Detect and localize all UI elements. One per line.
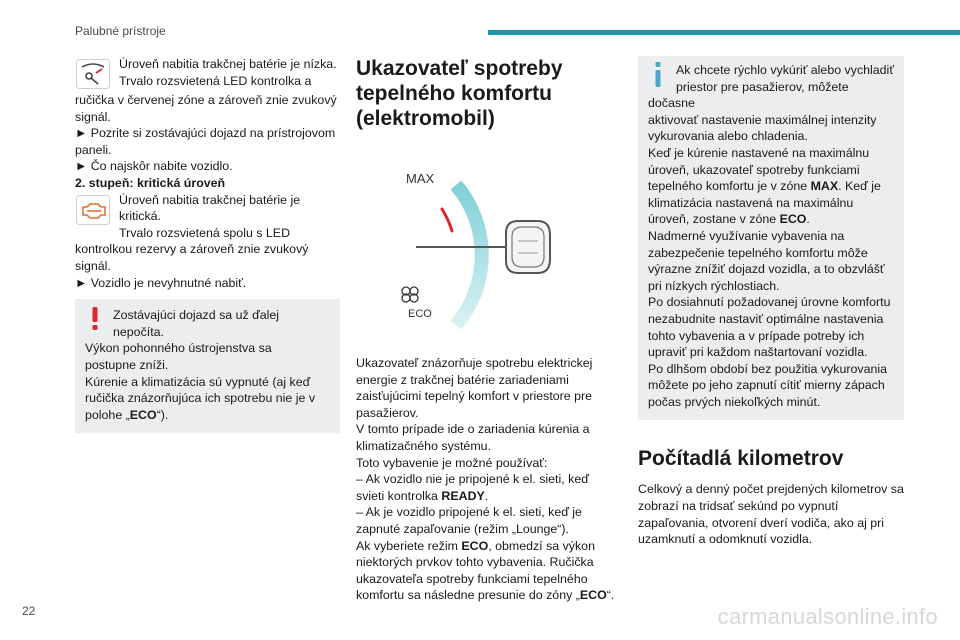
gauge-max-label: MAX <box>406 171 435 186</box>
level2-heading: 2. stupeň: kritická úroveň <box>75 175 226 190</box>
eco-leaf-icon <box>402 287 418 302</box>
level2-line2: Trvalo rozsvietená spolu s LED <box>119 225 291 240</box>
column-3 <box>638 56 904 548</box>
warning-notice <box>75 299 340 433</box>
level1-line2: Trvalo rozsvietená LED kontrolka a <box>119 73 312 88</box>
section-heading-odometers: Počítadlá kilometrov <box>638 447 844 471</box>
bullet-check-range: ► Pozrite si zostávajúci dojazd na prístrojovom paneli. <box>75 126 336 157</box>
usage-intro: Toto vybavenie je možné používať: <box>356 455 548 470</box>
battery-low-plug-icon <box>75 58 111 90</box>
gauge-heating-note: V tomto prípade ide o zariadenia kúrenia a klimatizačného systému. <box>356 422 590 453</box>
level1-rest: ručička v červenej zóne a zároveň znie zvukový signál. <box>75 93 337 124</box>
info-max-eco: Keď je kúrenie nastavené na maximálnu úroveň, ukazovateľ spotreby funkciami tepelného komfortu je v zóne MAX. Keď je klimatizácia nastavená na maximálnu úroveň, zostane v zóne ECO. <box>648 145 881 227</box>
usage-not-plugged: – Ak vozidlo nie je pripojené k el. sieti, keď svieti kontrolka READY. <box>356 472 589 503</box>
gauge-red-zone <box>442 209 452 231</box>
gauge-eco-label: ECO <box>408 308 432 320</box>
column-1 <box>75 56 340 433</box>
thermal-comfort-gauge <box>356 141 618 337</box>
info-icon <box>648 62 668 92</box>
usage-plugged: – Ak je vozidlo pripojené k el. sieti, keď je zapnuté zapaľovanie (režim „Lounge“). <box>356 505 582 536</box>
info-rest: aktivovať nastavenie maximálnej intenzity vykurovania alebo chladenia. <box>648 112 877 144</box>
info-optimal-settings: Po dosiahnutí požadovanej úrovne komfortu nezabudnite nastaviť optimálne nastavenia tohto vybavenia a v prípade potreby ich upraviť pri každom naštartovaní vozidla. <box>648 295 891 360</box>
level2-rest: kontrolkou rezervy a zároveň znie zvukový signál. <box>75 242 309 273</box>
info-range-warning: Nadmerné využívanie vybavenia na zabezpečenie tepelného komfortu môže výrazne znížiť dojazd vozidla, a to obzvlášť pri nízkych rýchlostiach. <box>648 228 885 293</box>
gauge-description: Ukazovateľ znázorňuje spotrebu elektrickej energie z trakčnej batérie zariadeniami zaisťujúcimi tepelný komfort v priestore pre pasažierov. <box>356 356 593 420</box>
info-line2: priestor pre pasažierov, môžete dočasne <box>648 79 849 111</box>
warning-line1: Zostávajúci dojazd sa už ďalej nepočíta. <box>113 308 280 339</box>
warning-line4: Kúrenie a klimatizácia sú vypnuté (aj keď ručička znázorňujúca ich spotrebu nie je v polohe „ECO“). <box>85 374 316 422</box>
level1-line1: Úroveň nabitia trakčnej batérie je nízka. <box>119 57 337 71</box>
watermark: carmanualsonline.info <box>717 604 938 629</box>
bullet-charge-soon: ► Čo najskôr nabite vozidlo. <box>75 159 233 174</box>
exclamation-icon <box>85 307 105 337</box>
gauge-arc <box>456 185 482 325</box>
column-2 <box>356 56 618 604</box>
section-heading-thermal-comfort: Ukazovateľ spotreby tepelného komfortu (elektromobil) <box>356 57 563 130</box>
bullet-must-charge: ► Vozidlo je nevyhnutné nabiť. <box>75 275 247 290</box>
battery-critical-icon <box>75 194 111 226</box>
page-number: 22 <box>22 604 36 618</box>
eco-mode-note: Ak vyberiete režim ECO, obmedzí sa výkon niektorých prvkov tohto vybavenia. Ručička ukazovateľa spotreby funkciami tepelného komfortu sa následne presunie do zóny „ECO“. <box>356 538 615 603</box>
level2-block <box>75 192 340 275</box>
info-notice <box>638 56 904 420</box>
info-line1: Ak chcete rýchlo vykúriť alebo vychladiť <box>676 63 894 77</box>
level2-line1: Úroveň nabitia trakčnej batérie je kritická. <box>119 192 301 224</box>
odometer-description: Celkový a denný počet prejdených kilometrov sa zobrazí na tridsať sekúnd po vypnutí zapaľovania, otvorení dverí vodiča, ako aj pri uzamknutí a odomknutí vozidla. <box>638 482 904 547</box>
header-accent-bar <box>488 30 960 35</box>
info-odour-note: Po dlhšom období bez použitia vykurovania môžete po jeho zapnutí cítiť mierny zápach počas prvých niekoľkých minút. <box>648 361 888 409</box>
page-header-title: Palubné prístroje <box>75 24 166 38</box>
warning-line2: Výkon pohonného ústrojenstva sa <box>85 341 272 356</box>
warning-line3: postupne zníži. <box>85 357 169 372</box>
level1-block <box>75 56 340 125</box>
